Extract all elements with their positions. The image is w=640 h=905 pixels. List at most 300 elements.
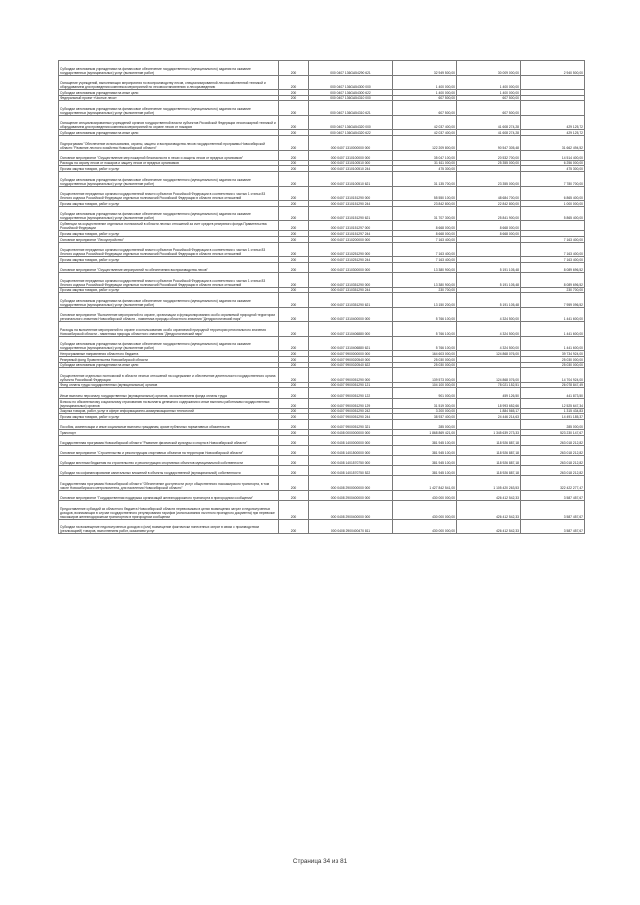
row-executed-cell: 25 355 000,00 <box>457 160 521 166</box>
row-executed-cell: 426 412 542,33 <box>457 519 521 534</box>
row-name-cell: Взносы по обязательному социальному страхованию на выплаты денежного содержания и иные выплаты работникам государственных (муниципальных) органов <box>59 398 279 408</box>
row-executed-cell: 30 009 000,00 <box>457 61 521 76</box>
row-line-code-cell: 200 <box>279 206 309 221</box>
row-executed-cell: 1 345 639 273,33 <box>457 430 521 436</box>
row-unexecuted-cell: 1 441 600,00 <box>521 307 585 322</box>
row-approved-cell: 139 573 000,00 <box>393 368 457 383</box>
row-classification-cell: 000 0407 9900051290 242 <box>309 408 393 414</box>
row-classification-cell: 000 0407 1310151297 244 <box>309 231 393 237</box>
row-unexecuted-cell: 6 256 000,00 <box>521 160 585 166</box>
row-unexecuted-cell: 7 780 700,00 <box>521 172 585 187</box>
row-executed-cell: 607 500,00 <box>457 101 521 116</box>
row-line-code-cell: 200 <box>279 95 309 101</box>
row-approved-cell: 55 550 100,00 <box>393 186 457 201</box>
row-unexecuted-cell <box>521 221 585 231</box>
row-executed-cell <box>457 419 521 429</box>
row-unexecuted-cell: 8 089 696,52 <box>521 262 585 272</box>
row-executed-cell: 5 191 105,48 <box>457 262 521 272</box>
table-row <box>59 61 585 76</box>
row-classification-cell: 000 0407 136GA54310 000 <box>309 95 393 101</box>
row-unexecuted-cell: 1 441 600,00 <box>521 336 585 351</box>
row-executed-cell: 124 868 076,00 <box>457 351 521 357</box>
row-line-code-cell: 200 <box>279 430 309 436</box>
row-unexecuted-cell: 7 959 096,52 <box>521 293 585 308</box>
row-line-code-cell: 200 <box>279 75 309 90</box>
row-approved-cell: 31 611 000,00 <box>393 160 457 166</box>
row-name-cell: Основное мероприятие "Выполнение мероприятий по охране, организации и функционированию особо охраняемой природной территории регионального значения Новосибирской области - памятника природы областного значения "Дендрологический парк" <box>59 307 279 322</box>
row-line-code-cell: 200 <box>279 476 309 491</box>
row-approved-cell: 7 163 400,00 <box>393 242 457 257</box>
row-classification-cell: 000 0407 1310000000 000 <box>309 136 393 151</box>
row-line-code-cell: 200 <box>279 293 309 308</box>
row-executed-cell: 4 324 500,00 <box>457 322 521 337</box>
row-approved-cell: 122 209 800,00 <box>393 136 457 151</box>
row-classification-cell: 000 0407 1310400000 000 <box>309 307 393 322</box>
row-classification-cell: 000 0407 1310151290 000 <box>309 186 393 201</box>
row-approved-cell: 38 937 400,00 <box>393 414 457 420</box>
table-row <box>59 75 585 90</box>
row-approved-cell: 25 030 000,00 <box>393 356 457 362</box>
row-unexecuted-cell: 25 030 000,00 <box>521 356 585 362</box>
row-unexecuted-cell: 3 587 457,67 <box>521 500 585 519</box>
row-unexecuted-cell <box>521 101 585 116</box>
row-name-cell: Осуществление отдельных полномочий в области лесных отношений на содержание и обеспечение деятельности государственного органа субъекта Российской Федерации <box>59 368 279 383</box>
row-unexecuted-cell: 2 940 500,00 <box>521 61 585 76</box>
row-executed-cell: 8 668 000,00 <box>457 221 521 231</box>
row-approved-cell: 13 150 200,00 <box>393 293 457 308</box>
row-approved-cell: 285 000,00 <box>393 419 457 429</box>
row-line-code-cell: 200 <box>279 186 309 201</box>
row-name-cell: Субсидии автономным учреждениям на финансовое обеспечение государственного (муниципального) задания на оказание государственных (муниципальных) услуг (выполнение работ) <box>59 336 279 351</box>
row-line-code-cell: 200 <box>279 398 309 408</box>
row-approved-cell: 230 700,00 <box>393 287 457 293</box>
row-approved-cell: 1 400 000,00 <box>393 90 457 96</box>
table-row <box>59 262 585 272</box>
row-name-cell: Основное мероприятие "Осуществление мер пожарной безопасности в лесах и защиты лесов от вредных организмов" <box>59 150 279 160</box>
row-name-cell: Прочая закупка товаров, работ и услуг <box>59 166 279 172</box>
row-unexecuted-cell: 429 125,72 <box>521 130 585 136</box>
row-unexecuted-cell: 3 587 457,67 <box>521 519 585 534</box>
row-line-code-cell: 200 <box>279 519 309 534</box>
row-unexecuted-cell: 263 018 212,82 <box>521 435 585 445</box>
row-classification-cell: 000 0407 9900051290 129 <box>309 398 393 408</box>
row-name-cell: Резервный фонд Правительства Новосибирской области <box>59 356 279 362</box>
row-line-code-cell: 200 <box>279 307 309 322</box>
row-unexecuted-cell: 285 000,00 <box>521 419 585 429</box>
row-name-cell: Осуществление переданных органам государственной власти субъектов Российской Федерации в соответствии с частью 1 статьи 83 Лесного кодекса Российской Федерации отдельных полномочий Российской Федерации в области лесных отношений <box>59 272 279 287</box>
row-approved-cell: 13 380 900,00 <box>393 272 457 287</box>
table-row <box>59 293 585 308</box>
row-line-code-cell: 200 <box>279 362 309 368</box>
row-name-cell: Основное мероприятие "Лесоустройство" <box>59 237 279 243</box>
row-approved-cell: 42 037 400,00 <box>393 130 457 136</box>
row-unexecuted-cell <box>521 75 585 90</box>
row-name-cell: Основное мероприятие "Строительство и реконструкция спортивных объектов на территории Новосибирской области" <box>59 445 279 455</box>
row-approved-cell: 32 949 500,00 <box>393 61 457 76</box>
row-name-cell: Прочая закупка товаров, работ и услуг <box>59 287 279 293</box>
row-approved-cell: 13 380 900,00 <box>393 262 457 272</box>
row-executed-cell: 23 355 000,00 <box>457 172 521 187</box>
row-line-code-cell: 200 <box>279 262 309 272</box>
row-approved-cell: 1 400 000,00 <box>393 75 457 90</box>
table-row <box>59 307 585 322</box>
row-line-code-cell: 200 <box>279 414 309 420</box>
row-line-code-cell: 200 <box>279 419 309 429</box>
row-name-cell: Пособия, компенсации и иные социальные выплаты гражданам, кроме публичных нормативных обязательств <box>59 419 279 429</box>
row-line-code-cell: 200 <box>279 130 309 136</box>
row-approved-cell: 5 766 100,00 <box>393 322 457 337</box>
row-name-cell: Осуществление переданных органам государственной власти субъектов Российской Федерации в соответствии с частью 1 статьи 83 Лесного кодекса Российской Федерации отдельных полномочий Российской Федерации в области лесных отношений <box>59 186 279 201</box>
row-name-cell: Оснащение учреждений, выполняющих мероприятия по воспроизводству лесов, специализированной лесохозяйственной техникой и оборудованием для проведения комплекса мероприятий по лесовосстановлению и лесоразведению <box>59 75 279 90</box>
row-name-cell: Субсидии автономным учреждениям на иные цели <box>59 90 279 96</box>
row-executed-cell: 90 547 305,48 <box>457 136 521 151</box>
row-name-cell: Субсидии автономным учреждениям на финансовое обеспечение государственного (муниципального) задания на оказание государственных (муниципальных) услуг (выполнение работ) <box>59 293 279 308</box>
row-approved-cell: 3 200 000,00 <box>393 408 457 414</box>
row-name-cell: Субсидии местным бюджетам на строительство и реконструкцию спортивных объектов муниципальной собственности <box>59 455 279 465</box>
row-executed-cell: 20 532 700,00 <box>457 150 521 160</box>
row-unexecuted-cell: 263 018 212,82 <box>521 465 585 475</box>
table-row <box>59 465 585 475</box>
row-unexecuted-cell: 26 078 847,49 <box>521 382 585 388</box>
row-classification-cell: 000 0407 1310406880 000 <box>309 322 393 337</box>
row-unexecuted-cell: 7 163 400,00 <box>521 257 585 263</box>
row-unexecuted-cell: 7 163 400,00 <box>521 242 585 257</box>
row-line-code-cell: 200 <box>279 61 309 76</box>
row-approved-cell: 5 766 100,00 <box>393 336 457 351</box>
row-approved-cell: 381 945 100,00 <box>393 455 457 465</box>
row-classification-cell: 000 0407 136GA54300 622 <box>309 90 393 96</box>
row-classification-cell: 000 0407 136GA54320 622 <box>309 130 393 136</box>
row-name-cell: Субсидии на возмещение недополученных доходов и (или) возмещение фактически понесенных затрат в связи с производством (реализацией) товаров, выполнением работ, оказанием услуг <box>59 519 279 534</box>
row-classification-cell: 000 0407 1310151290 244 <box>309 201 393 207</box>
row-approved-cell: 607 500,00 <box>393 101 457 116</box>
row-classification-cell: 000 0408 1401570750 522 <box>309 465 393 475</box>
row-executed-cell: 18 993 652,66 <box>457 398 521 408</box>
row-classification-cell: 000 0407 1310100510 621 <box>309 172 393 187</box>
row-unexecuted-cell: 7 163 400,00 <box>521 237 585 243</box>
row-approved-cell: 8 668 000,00 <box>393 221 457 231</box>
row-classification-cell: 000 0408 0000000000 000 <box>309 430 393 436</box>
row-classification-cell: 000 0408 1401570750 000 <box>309 455 393 465</box>
row-executed-cell: 4 324 500,00 <box>457 307 521 322</box>
row-approved-cell: 475 300,00 <box>393 166 457 172</box>
row-executed-cell: 607 500,00 <box>457 95 521 101</box>
row-executed-cell: 41 608 274,28 <box>457 130 521 136</box>
row-line-code-cell: 200 <box>279 272 309 287</box>
row-line-code-cell: 200 <box>279 500 309 519</box>
row-executed-cell: 24 446 214,63 <box>457 414 521 420</box>
row-executed-cell: 118 926 887,18 <box>457 435 521 445</box>
row-executed-cell: 459 126,50 <box>457 388 521 398</box>
row-unexecuted-cell: 3 587 457,67 <box>521 490 585 500</box>
row-line-code-cell: 200 <box>279 160 309 166</box>
row-approved-cell: 381 945 100,00 <box>393 445 457 455</box>
row-executed-cell: 4 324 500,00 <box>457 336 521 351</box>
row-classification-cell: 000 0407 136GA54290 621 <box>309 61 393 76</box>
row-unexecuted-cell: 14 514 400,00 <box>521 150 585 160</box>
row-line-code-cell: 200 <box>279 201 309 207</box>
row-approved-cell: 5 766 100,00 <box>393 307 457 322</box>
row-line-code-cell: 200 <box>279 172 309 187</box>
row-approved-cell: 25 030 000,00 <box>393 362 457 368</box>
row-classification-cell: 000 0407 9900051290 121 <box>309 382 393 388</box>
row-classification-cell: 000 0407 1310251290 244 <box>309 257 393 263</box>
row-classification-cell: 000 0408 2900400470 811 <box>309 519 393 534</box>
row-executed-cell: 25 841 900,00 <box>457 206 521 221</box>
row-executed-cell: 48 684 700,00 <box>457 186 521 201</box>
row-unexecuted-cell: 5 865 400,00 <box>521 206 585 221</box>
row-classification-cell: 000 0408 2900400000 000 <box>309 500 393 519</box>
table-row <box>59 206 585 221</box>
table-row <box>59 150 585 160</box>
table-row <box>59 445 585 455</box>
row-unexecuted-cell: 39 734 924,00 <box>521 351 585 357</box>
table-body <box>59 61 585 534</box>
row-name-cell: Субсидии автономным учреждениям на иные цели <box>59 362 279 368</box>
row-unexecuted-cell: 429 125,72 <box>521 115 585 130</box>
row-classification-cell: 000 0407 1310100510 244 <box>309 166 393 172</box>
row-classification-cell: 000 0407 1310351290 621 <box>309 293 393 308</box>
row-name-cell: Основное мероприятие "Осуществление мероприятий по обеспечению воспроизводства лесов" <box>59 262 279 272</box>
row-unexecuted-cell: 322 422 277,47 <box>521 476 585 491</box>
row-name-cell: Субвенции на осуществление отдельных полномочий в области лесных отношений за счет средств резервного фонда Правительства Российской Федерации <box>59 221 279 231</box>
row-unexecuted-cell: 14 491 185,37 <box>521 414 585 420</box>
row-approved-cell: 7 163 400,00 <box>393 257 457 263</box>
row-approved-cell: 7 163 400,00 <box>393 237 457 243</box>
table-row <box>59 272 585 287</box>
row-line-code-cell: 200 <box>279 231 309 237</box>
row-approved-cell: 1 868 869 421,00 <box>393 430 457 436</box>
row-name-cell: Основное мероприятие "Государственная поддержка организаций железнодорожного транспорта в пригородном сообщении" <box>59 490 279 500</box>
row-classification-cell: 000 0408 1400000000 000 <box>309 435 393 445</box>
row-executed-cell: 1 400 000,00 <box>457 75 521 90</box>
row-unexecuted-cell: 31 662 494,52 <box>521 136 585 151</box>
row-unexecuted-cell: 230 700,00 <box>521 287 585 293</box>
row-executed-cell: 41 608 274,28 <box>457 115 521 130</box>
row-classification-cell: 000 0407 136GA54310 621 <box>309 101 393 116</box>
row-classification-cell: 000 0407 1310100000 000 <box>309 150 393 160</box>
row-name-cell: Оснащение специализированных учреждений органов государственной власти субъектов Российской Федерации лесопожарной техникой и оборудованием для проведения комплекса мероприятий по охране лесов от пожаров <box>59 115 279 130</box>
row-unexecuted-cell: 475 300,00 <box>521 166 585 172</box>
row-executed-cell: 118 926 887,18 <box>457 455 521 465</box>
row-executed-cell: 426 412 542,33 <box>457 490 521 500</box>
row-line-code-cell: 200 <box>279 455 309 465</box>
row-line-code-cell: 200 <box>279 257 309 263</box>
row-classification-cell: 000 0407 9900051290 244 <box>309 414 393 420</box>
row-executed-cell: 124 868 076,00 <box>457 368 521 383</box>
row-name-cell: Непрограммные направления областного бюджета <box>59 351 279 357</box>
row-line-code-cell: 200 <box>279 221 309 231</box>
table-row <box>59 115 585 130</box>
row-name-cell: Иные выплаты персоналу государственных (муниципальных) органов, за исключением фонда оплаты труда <box>59 388 279 398</box>
row-line-code-cell: 200 <box>279 382 309 388</box>
table-row <box>59 388 585 398</box>
row-name-cell: Предоставление субсидий из областного бюджета Новосибирской области перевозчикам в целях возмещения затрат и недополученных доходов, возникающих в случае государственного регулирования тарифов (использования льготного проездного документа) при перевозке пассажиров железнодорожным транспортом в пригородном сообщении <box>59 500 279 519</box>
row-name-cell: Прочая закупка товаров, работ и услуг <box>59 257 279 263</box>
row-executed-cell: 5 191 105,48 <box>457 293 521 308</box>
row-approved-cell: 42 037 400,00 <box>393 115 457 130</box>
row-line-code-cell: 200 <box>279 368 309 383</box>
row-name-cell: Фонд оплаты труда государственных (муниципальных) органов <box>59 382 279 388</box>
row-name-cell: Прочая закупка товаров, работ и услуг <box>59 414 279 420</box>
row-line-code-cell: 200 <box>279 445 309 455</box>
row-approved-cell: 607 500,00 <box>393 95 457 101</box>
row-classification-cell: 000 0407 1310100510 000 <box>309 160 393 166</box>
row-line-code-cell: 200 <box>279 465 309 475</box>
row-approved-cell: 31 707 300,00 <box>393 206 457 221</box>
row-approved-cell: 1 427 842 541,00 <box>393 476 457 491</box>
table-row <box>59 476 585 491</box>
row-line-code-cell: 200 <box>279 388 309 398</box>
row-name-cell: Прочая закупка товаров, работ и услуг <box>59 201 279 207</box>
row-classification-cell: 000 0407 1310351290 000 <box>309 272 393 287</box>
row-unexecuted-cell: 441 873,50 <box>521 388 585 398</box>
table-row <box>59 242 585 257</box>
row-name-cell: Субсидии автономным учреждениям на финансовое обеспечение государственного (муниципального) задания на оказание государственных (муниципальных) услуг (выполнение работ) <box>59 206 279 221</box>
row-name-cell: Субсидии на софинансирование капитальных вложений в объекты государственной (муниципальной) собственности <box>59 465 279 475</box>
row-name-cell: Расходы на выполнение мероприятий по охране и использованию особо охраняемой природной территории регионального значения Новосибирской области - памятника природы областного значения "Дендрологический парк" <box>59 322 279 337</box>
table-row <box>59 519 585 534</box>
row-executed-cell: 118 926 887,18 <box>457 465 521 475</box>
table-row <box>59 368 585 383</box>
row-unexecuted-cell: 8 089 696,52 <box>521 272 585 287</box>
row-unexecuted-cell: 12 525 647,34 <box>521 398 585 408</box>
row-unexecuted-cell: 6 865 400,00 <box>521 186 585 201</box>
row-line-code-cell: 200 <box>279 166 309 172</box>
row-classification-cell: 000 0407 1310200000 000 <box>309 237 393 243</box>
row-executed-cell: 1 884 565,17 <box>457 408 521 414</box>
row-name-cell: Подпрограмма "Обеспечение использования, охраны, защиты и воспроизводства лесов государственной программы Новосибирской области "Развитие лесного хозяйства Новосибирской области" <box>59 136 279 151</box>
row-executed-cell <box>457 242 521 257</box>
row-approved-cell: 8 668 000,00 <box>393 231 457 237</box>
row-name-cell: Транспорт <box>59 430 279 436</box>
row-line-code-cell: 200 <box>279 435 309 445</box>
row-line-code-cell: 200 <box>279 322 309 337</box>
row-classification-cell: 000 0407 1310251290 000 <box>309 242 393 257</box>
row-classification-cell: 000 0407 9900051290 000 <box>309 368 393 383</box>
table-row <box>59 500 585 519</box>
row-classification-cell: 000 0407 1310300000 000 <box>309 262 393 272</box>
table-row <box>59 136 585 151</box>
row-approved-cell: 23 842 800,00 <box>393 201 457 207</box>
row-line-code-cell: 200 <box>279 90 309 96</box>
row-approved-cell: 381 945 100,00 <box>393 435 457 445</box>
row-line-code-cell: 200 <box>279 150 309 160</box>
table-row <box>59 336 585 351</box>
row-line-code-cell: 200 <box>279 351 309 357</box>
row-approved-cell: 901 000,00 <box>393 388 457 398</box>
row-executed-cell: 8 668 000,00 <box>457 231 521 237</box>
row-executed-cell: 5 191 105,48 <box>457 272 521 287</box>
table-row <box>59 172 585 187</box>
row-name-cell: Субсидии автономным учреждениям на финансовое обеспечение государственного (муниципального) задания на оказание государственных (муниципальных) услуг (выполнение работ) <box>59 61 279 76</box>
row-classification-cell: 000 0407 1310151297 000 <box>309 221 393 231</box>
row-approved-cell: 31 135 700,00 <box>393 172 457 187</box>
row-unexecuted-cell: 1 441 600,00 <box>521 322 585 337</box>
row-name-cell: Государственная программа Новосибирской области "Развитие физической культуры и спорта в Новосибирской области" <box>59 435 279 445</box>
row-executed-cell: 426 412 542,33 <box>457 500 521 519</box>
row-unexecuted-cell: 25 030 000,00 <box>521 362 585 368</box>
row-name-cell: Субсидии автономным учреждениям на иные цели <box>59 130 279 136</box>
row-name-cell: Федеральный проект «Чистые леса» <box>59 95 279 101</box>
row-classification-cell: 000 0407 9900051290 321 <box>309 419 393 429</box>
table-row <box>59 186 585 201</box>
row-line-code-cell: 200 <box>279 287 309 293</box>
row-approved-cell: 31 519 300,00 <box>393 398 457 408</box>
row-unexecuted-cell: 523 230 147,67 <box>521 430 585 436</box>
row-line-code-cell: 200 <box>279 490 309 500</box>
row-line-code-cell: 200 <box>279 136 309 151</box>
row-classification-cell: 000 0407 9900000000 000 <box>309 351 393 357</box>
row-line-code-cell: 200 <box>279 237 309 243</box>
row-unexecuted-cell: 1 315 434,83 <box>521 408 585 414</box>
table-row <box>59 435 585 445</box>
row-line-code-cell: 200 <box>279 242 309 257</box>
row-unexecuted-cell: 263 018 212,82 <box>521 445 585 455</box>
row-classification-cell: 000 0407 9900020540 622 <box>309 362 393 368</box>
row-executed-cell: 1 400 000,00 <box>457 90 521 96</box>
row-approved-cell: 35 047 100,00 <box>393 150 457 160</box>
row-classification-cell: 000 0407 9900051290 122 <box>309 388 393 398</box>
row-executed-cell: 118 926 887,18 <box>457 445 521 455</box>
row-classification-cell: 000 0408 1401500000 000 <box>309 445 393 455</box>
row-name-cell: Расходы на охрану лесов от пожаров и защиту лесов от вредных организмов <box>59 160 279 166</box>
row-line-code-cell: 200 <box>279 101 309 116</box>
row-classification-cell: 000 0407 1310151290 621 <box>309 206 393 221</box>
row-name-cell: Прочая закупка товаров, работ и услуг <box>59 231 279 237</box>
row-name-cell: Государственная программа Новосибирской области "Обеспечение доступности услуг общественного пассажирского транспорта, в том числе Новосибирского метрополитена, для населения Новосибирской области" <box>59 476 279 491</box>
row-name-cell: Осуществление переданных органам государственной власти субъектов Российской Федерации в соответствии с частью 1 статьи 83 Лесного кодекса Российской Федерации отдельных полномочий Российской Федерации в области лесных отношений <box>59 242 279 257</box>
row-unexecuted-cell: 14 704 924,00 <box>521 368 585 383</box>
row-line-code-cell: 200 <box>279 356 309 362</box>
table-row <box>59 490 585 500</box>
row-classification-cell: 000 0407 136GA54320 000 <box>309 115 393 130</box>
budget-table-page <box>58 60 582 534</box>
row-unexecuted-cell: 1 000 000,00 <box>521 201 585 207</box>
row-classification-cell: 000 0407 1310406880 621 <box>309 336 393 351</box>
table-row <box>59 398 585 408</box>
table-row <box>59 221 585 231</box>
row-executed-cell: 22 842 800,00 <box>457 201 521 207</box>
row-name-cell: Субсидии автономным учреждениям на финансовое обеспечение государственного (муниципального) задания на оказание государственных (муниципальных) услуг (выполнение работ) <box>59 172 279 187</box>
table-row <box>59 101 585 116</box>
row-name-cell: Субсидии автономным учреждениям на финансовое обеспечение государственного (муниципального) задания на оказание государственных (муниципальных) услуг (выполнение работ) <box>59 101 279 116</box>
table-row <box>59 322 585 337</box>
row-classification-cell: 000 0408 2900000000 000 <box>309 476 393 491</box>
row-approved-cell: 430 000 000,00 <box>393 500 457 519</box>
page-number: Страница 34 из 81 <box>292 858 348 865</box>
row-approved-cell: 430 000 000,00 <box>393 519 457 534</box>
row-executed-cell: 1 105 420 263,53 <box>457 476 521 491</box>
row-classification-cell: 000 0407 9900020540 000 <box>309 356 393 362</box>
row-line-code-cell: 200 <box>279 336 309 351</box>
row-line-code-cell: 200 <box>279 408 309 414</box>
row-unexecuted-cell: 263 018 212,82 <box>521 455 585 465</box>
row-approved-cell: 381 945 100,00 <box>393 465 457 475</box>
table-row <box>59 419 585 429</box>
row-classification-cell: 000 0407 1310351290 244 <box>309 287 393 293</box>
row-approved-cell: 104 100 000,00 <box>393 382 457 388</box>
budget-execution-table <box>58 60 585 534</box>
row-name-cell: Закупка товаров, работ, услуг в сфере информационно-коммуникационных технологий <box>59 408 279 414</box>
row-classification-cell: 000 0407 136GA54300 000 <box>309 75 393 90</box>
table-row <box>59 455 585 465</box>
row-executed-cell: 78 021 152,51 <box>457 382 521 388</box>
row-line-code-cell: 200 <box>279 115 309 130</box>
row-classification-cell: 000 0408 2900400000 000 <box>309 490 393 500</box>
row-approved-cell: 430 000 000,00 <box>393 490 457 500</box>
row-approved-cell: 164 603 000,00 <box>393 351 457 357</box>
